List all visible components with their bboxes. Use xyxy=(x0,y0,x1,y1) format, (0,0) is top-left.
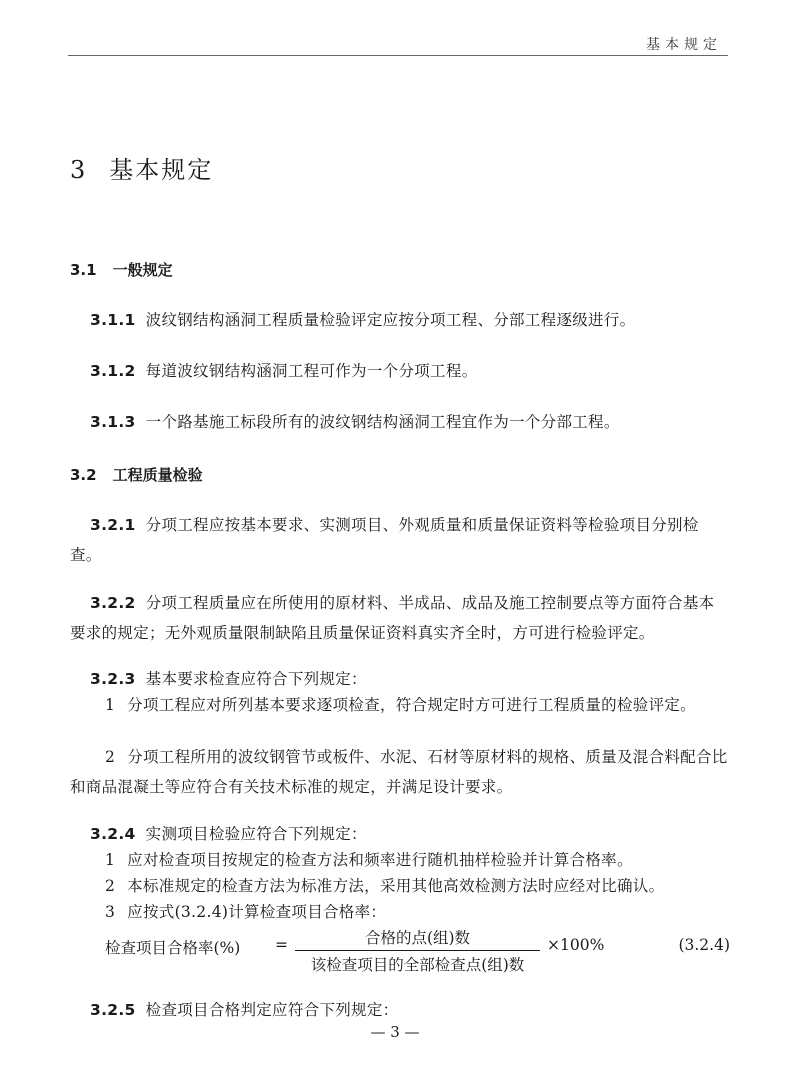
formula-multiplier: ×100% xyxy=(547,936,605,954)
clause-number: 3.2.5 xyxy=(90,1001,136,1019)
clause-number: 3.2.2 xyxy=(90,594,136,612)
list-item xyxy=(70,690,730,720)
clause-text: 波纹钢结构涵洞工程质量检验评定应按分项工程、分部工程逐级进行。 xyxy=(145,311,636,329)
clause-3-2-5 xyxy=(70,995,730,1025)
list-item xyxy=(70,742,730,802)
formula-denominator: 该检查项目的全部检查点(组)数 xyxy=(310,956,525,974)
clause-number: 3.2.4 xyxy=(90,825,136,843)
clause-text: 每道波纹钢结构涵洞工程可作为一个分项工程。 xyxy=(145,362,478,380)
item-number: 1 xyxy=(105,696,116,714)
formula-fraction xyxy=(295,926,540,975)
item-text: 应对检查项目按规定的检查方法和频率进行随机抽样检验并计算合格率。 xyxy=(127,851,633,869)
item-text: 分项工程所用的波纹钢管节或板件、水泥、石材等原材料的规格、质量及混合料配合比和商品混凝土等应符合有关技术标准的规定，并满足设计要求。 xyxy=(70,748,728,796)
clause-number: 3.1.3 xyxy=(90,413,136,431)
clause-number: 3.1.1 xyxy=(90,311,136,329)
formula-lhs: 检查项目合格率(%) xyxy=(105,939,241,957)
section-title: 一般规定 xyxy=(112,261,173,279)
page-number: — 3 — xyxy=(370,1023,420,1041)
clause-3-2-1 xyxy=(70,510,730,570)
section-number: 3.2 xyxy=(70,466,97,484)
clause-3-1-1 xyxy=(70,305,730,335)
clause-text: 一个路基施工标段所有的波纹钢结构涵洞工程宜作为一个分部工程。 xyxy=(145,413,620,431)
clause-text: 分项工程质量应在所使用的原材料、半成品、成品及施工控制要点等方面符合基本要求的规定；无外观质量限制缺陷且质量保证资料真实齐全时，方可进行检验评定。 xyxy=(70,594,715,642)
chapter-title: 基本规定 xyxy=(109,156,214,184)
clause-text: 检查项目合格判定应符合下列规定： xyxy=(145,1001,399,1019)
section-heading-3-1 xyxy=(70,259,173,280)
clause-text: 实测项目检验应符合下列规定： xyxy=(145,825,367,843)
formula-3-2-4 xyxy=(105,926,730,974)
item-text: 本标准规定的检查方法为标准方法，采用其他高效检测方法时应经对比确认。 xyxy=(127,877,665,895)
clause-3-1-2 xyxy=(70,356,730,386)
item-number: 2 xyxy=(105,877,116,895)
list-item xyxy=(70,897,730,927)
header-rule xyxy=(68,55,728,56)
clause-3-2-2 xyxy=(70,588,730,648)
formula-numerator: 合格的点(组)数 xyxy=(364,929,471,947)
clause-number: 3.1.2 xyxy=(90,362,136,380)
item-text: 分项工程应对所列基本要求逐项检查，符合规定时方可进行工程质量的检验评定。 xyxy=(127,696,696,714)
clause-number: 3.2.1 xyxy=(90,516,136,534)
item-number: 3 xyxy=(105,903,116,921)
chapter-number: 3 xyxy=(70,156,88,184)
section-number: 3.1 xyxy=(70,261,97,279)
clause-text: 分项工程应按基本要求、实测项目、外观质量和质量保证资料等检验项目分别检查。 xyxy=(70,516,699,564)
equation-number: (3.2.4) xyxy=(678,936,730,954)
formula-equals: = xyxy=(275,936,288,954)
clause-text: 基本要求检查应符合下列规定： xyxy=(145,670,367,688)
section-title: 工程质量检验 xyxy=(112,466,203,484)
clause-3-1-3 xyxy=(70,407,730,437)
header-title: 基本规定 xyxy=(646,37,722,53)
clause-number: 3.2.3 xyxy=(90,670,136,688)
section-heading-3-2 xyxy=(70,464,203,485)
item-number: 2 xyxy=(105,748,116,766)
chapter-heading xyxy=(70,150,213,185)
item-number: 1 xyxy=(105,851,116,869)
item-text: 应按式(3.2.4)计算检查项目合格率： xyxy=(127,903,387,921)
